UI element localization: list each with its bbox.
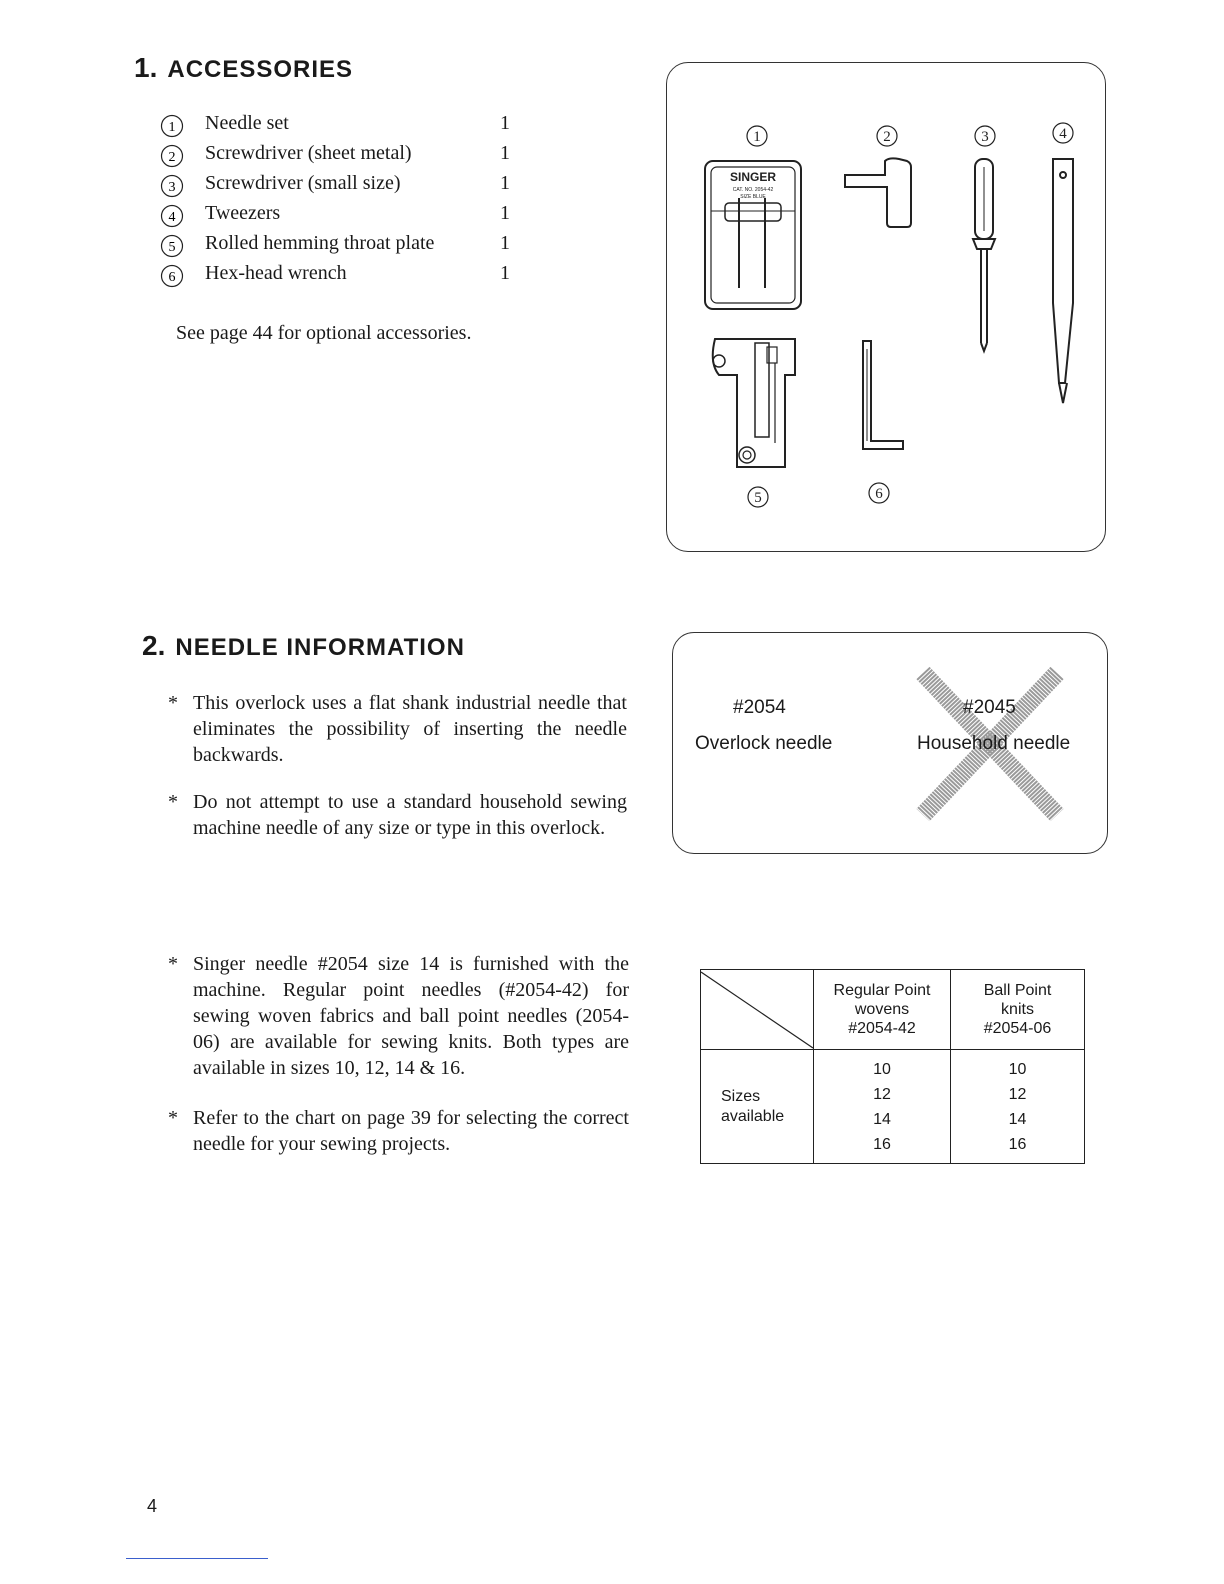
bullet-text: Refer to the chart on page 39 for selecting the correct needle for your sewing projects. (193, 1107, 629, 1155)
table-header-row (701, 970, 1085, 1050)
throat-plate-icon (713, 339, 795, 467)
section-number: 2. (142, 630, 166, 661)
household-needle-label: Household needle (917, 733, 1071, 754)
footer-rule (126, 1558, 268, 1559)
accessories-drawing (667, 63, 1105, 551)
overlock-needle-label: Overlock needle (695, 733, 833, 754)
section-title: ACCESSORIES (167, 56, 354, 83)
list-item-qty: 1 (500, 262, 510, 284)
circled-number-icon (160, 144, 184, 168)
circled-number-icon (160, 114, 184, 138)
list-item-label: Tweezers (205, 202, 281, 224)
illustration-label: 6 (875, 486, 883, 502)
list-item-label: Rolled hemming throat plate (205, 232, 435, 254)
tweezers-icon (1053, 159, 1073, 403)
list-item-number: 3 (168, 180, 176, 195)
table-header-cell (814, 970, 951, 1050)
list-item-number: 5 (168, 240, 176, 255)
list-item-label: Needle set (205, 112, 289, 134)
list-item-label: Screwdriver (sheet metal) (205, 142, 412, 164)
circled-number-icon (160, 204, 184, 228)
header-line: #2054-06 (983, 1020, 1052, 1037)
size-value: 10 (1008, 1060, 1027, 1078)
size-value: 14 (873, 1110, 891, 1128)
circled-number-icon (160, 174, 184, 198)
needle-info-heading (142, 630, 465, 662)
list-item-label: Screwdriver (small size) (205, 172, 401, 194)
table-header-cell (951, 970, 1085, 1050)
list-item-number: 2 (168, 150, 176, 165)
bullet-symbol: * (168, 791, 178, 813)
hex-wrench-icon (863, 341, 903, 449)
needle-comparison (672, 632, 1108, 854)
illustration-label: 4 (1059, 126, 1067, 142)
header-line: Ball Point (983, 982, 1052, 999)
needle-size-table (700, 969, 1085, 1164)
regular-sizes-cell (814, 1050, 951, 1164)
bullet-symbol: * (168, 953, 178, 975)
diagonal-line-icon (701, 970, 813, 1050)
size-value: 16 (1008, 1135, 1027, 1153)
screwdriver-sheet-metal-icon (845, 158, 911, 227)
header-line: wovens (854, 1001, 910, 1018)
bullet-text: Do not attempt to use a standard household sewing machine needle of any size or type in this overlock. (193, 791, 627, 839)
circled-number-icon (160, 234, 184, 258)
optional-accessories-note: See page 44 for optional accessories. (176, 322, 472, 344)
table-row (701, 1050, 1085, 1164)
size-value: 10 (873, 1060, 891, 1078)
illustration-label: 3 (981, 129, 989, 145)
ball-sizes-cell (951, 1050, 1085, 1164)
overlock-needle-number: #2054 (733, 697, 786, 718)
size-value: 12 (873, 1085, 891, 1103)
list-item-number: 4 (168, 210, 176, 225)
list-item-qty: 1 (500, 202, 510, 224)
bullet-symbol: * (168, 1107, 178, 1129)
header-line: knits (1001, 1001, 1034, 1018)
list-item-label: Hex-head wrench (205, 262, 347, 284)
package-text: SIZE BLUE (740, 194, 766, 200)
bullet-text: This overlock uses a flat shank industrial needle that eliminates the possibility of inserting the needle backwards. (193, 692, 627, 766)
illustration-label: 5 (754, 490, 762, 506)
screwdriver-small-icon (973, 159, 995, 351)
list-item-qty: 1 (500, 172, 510, 194)
size-value: 14 (1008, 1110, 1027, 1128)
list-item-qty: 1 (500, 142, 510, 164)
package-brand: SINGER (729, 170, 777, 184)
header-line: #2054-42 (848, 1020, 916, 1037)
list-item-qty: 1 (500, 232, 510, 254)
table-corner-cell (701, 970, 814, 1050)
illustration-label: 1 (753, 129, 761, 145)
circled-number-icon (160, 264, 184, 288)
list-item-number: 6 (168, 270, 176, 285)
page-number: 4 (147, 1496, 158, 1516)
section-title: NEEDLE INFORMATION (175, 634, 465, 661)
row-label-line: available (721, 1107, 785, 1125)
household-needle-number: #2045 (963, 697, 1016, 718)
illustration-label: 2 (883, 129, 891, 145)
table-row-label (701, 1050, 814, 1164)
header-line: Regular Point (833, 982, 931, 999)
list-item-number: 1 (168, 120, 176, 135)
accessories-illustration (666, 62, 1106, 552)
size-value: 12 (1008, 1085, 1027, 1103)
section-number: 1. (134, 52, 158, 83)
package-text: CAT. NO. 2054-42 (732, 187, 774, 193)
bullet-symbol: * (168, 692, 178, 714)
bullet-text: Singer needle #2054 size 14 is furnished with the machine. Regular point needles (#2054-42) for sewing woven fabrics and ball point needles (2054-06) are available for sewing knits. Both types are available in sizes 10, 12, 14 & 16. (193, 953, 629, 1079)
size-value: 16 (873, 1135, 891, 1153)
row-label-line: Sizes (721, 1087, 761, 1105)
accessories-heading (134, 52, 353, 84)
list-item-qty: 1 (500, 112, 510, 134)
